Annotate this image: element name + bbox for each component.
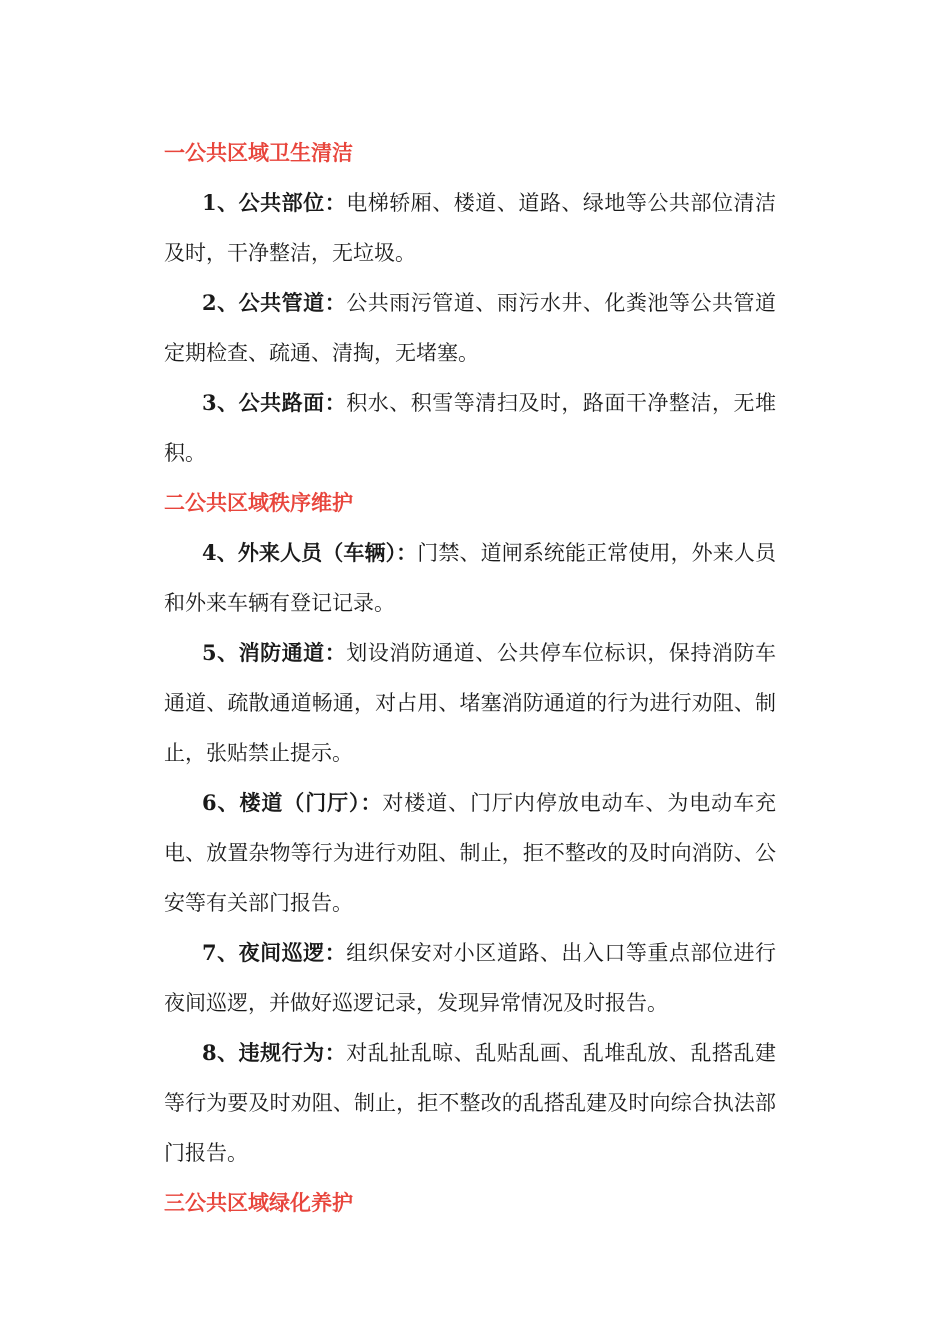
section-order-maintenance — [164, 478, 776, 1178]
list-item — [164, 378, 776, 478]
item-label: 1、公共部位： — [202, 190, 347, 215]
item-text: 对楼道、门厅内停放电动车、为电动车充电、放置杂物等行为进行劝阻、制止，拒不整改的及时向消防、公安等有关部门报告。 — [164, 791, 776, 915]
item-label: 7、夜间巡逻： — [202, 940, 347, 965]
list-item — [164, 928, 776, 1028]
list-item — [164, 628, 776, 778]
list-item — [164, 178, 776, 278]
item-label: 2、公共管道： — [202, 290, 347, 315]
list-item — [164, 1028, 776, 1178]
section-greening — [164, 1178, 776, 1228]
item-label: 4、外来人员（车辆）： — [202, 540, 418, 565]
item-text: 积水、积雪等清扫及时，路面干净整洁，无堆积。 — [164, 391, 776, 465]
item-text: 公共雨污管道、雨污水井、化粪池等公共管道定期检查、疏通、清掏，无堵塞。 — [164, 291, 776, 365]
item-text: 电梯轿厢、楼道、道路、绿地等公共部位清洁及时，干净整洁，无垃圾。 — [164, 191, 776, 265]
section-heading: 二公共区域秩序维护 — [164, 490, 353, 515]
item-label: 5、消防通道： — [202, 640, 347, 665]
item-label: 8、违规行为： — [202, 1040, 347, 1065]
section-heading: 一公共区域卫生清洁 — [164, 140, 353, 165]
list-item — [164, 528, 776, 628]
item-text: 划设消防通道、公共停车位标识，保持消防车通道、疏散通道畅通，对占用、堵塞消防通道的行为进行劝阻、制止，张贴禁止提示。 — [164, 641, 776, 765]
document-page — [164, 128, 776, 1228]
item-label: 6、楼道（门厅）： — [202, 790, 383, 815]
section-sanitation — [164, 128, 776, 478]
item-text: 对乱扯乱晾、乱贴乱画、乱堆乱放、乱搭乱建等行为要及时劝阻、制止，拒不整改的乱搭乱建及时向综合执法部门报告。 — [164, 1041, 776, 1165]
item-text: 门禁、道闸系统能正常使用，外来人员和外来车辆有登记记录。 — [164, 541, 776, 615]
list-item — [164, 778, 776, 928]
list-item — [164, 278, 776, 378]
section-heading: 三公共区域绿化养护 — [164, 1190, 353, 1215]
item-text: 组织保安对小区道路、出入口等重点部位进行夜间巡逻，并做好巡逻记录，发现异常情况及时报告。 — [164, 941, 776, 1015]
item-label: 3、公共路面： — [202, 390, 347, 415]
